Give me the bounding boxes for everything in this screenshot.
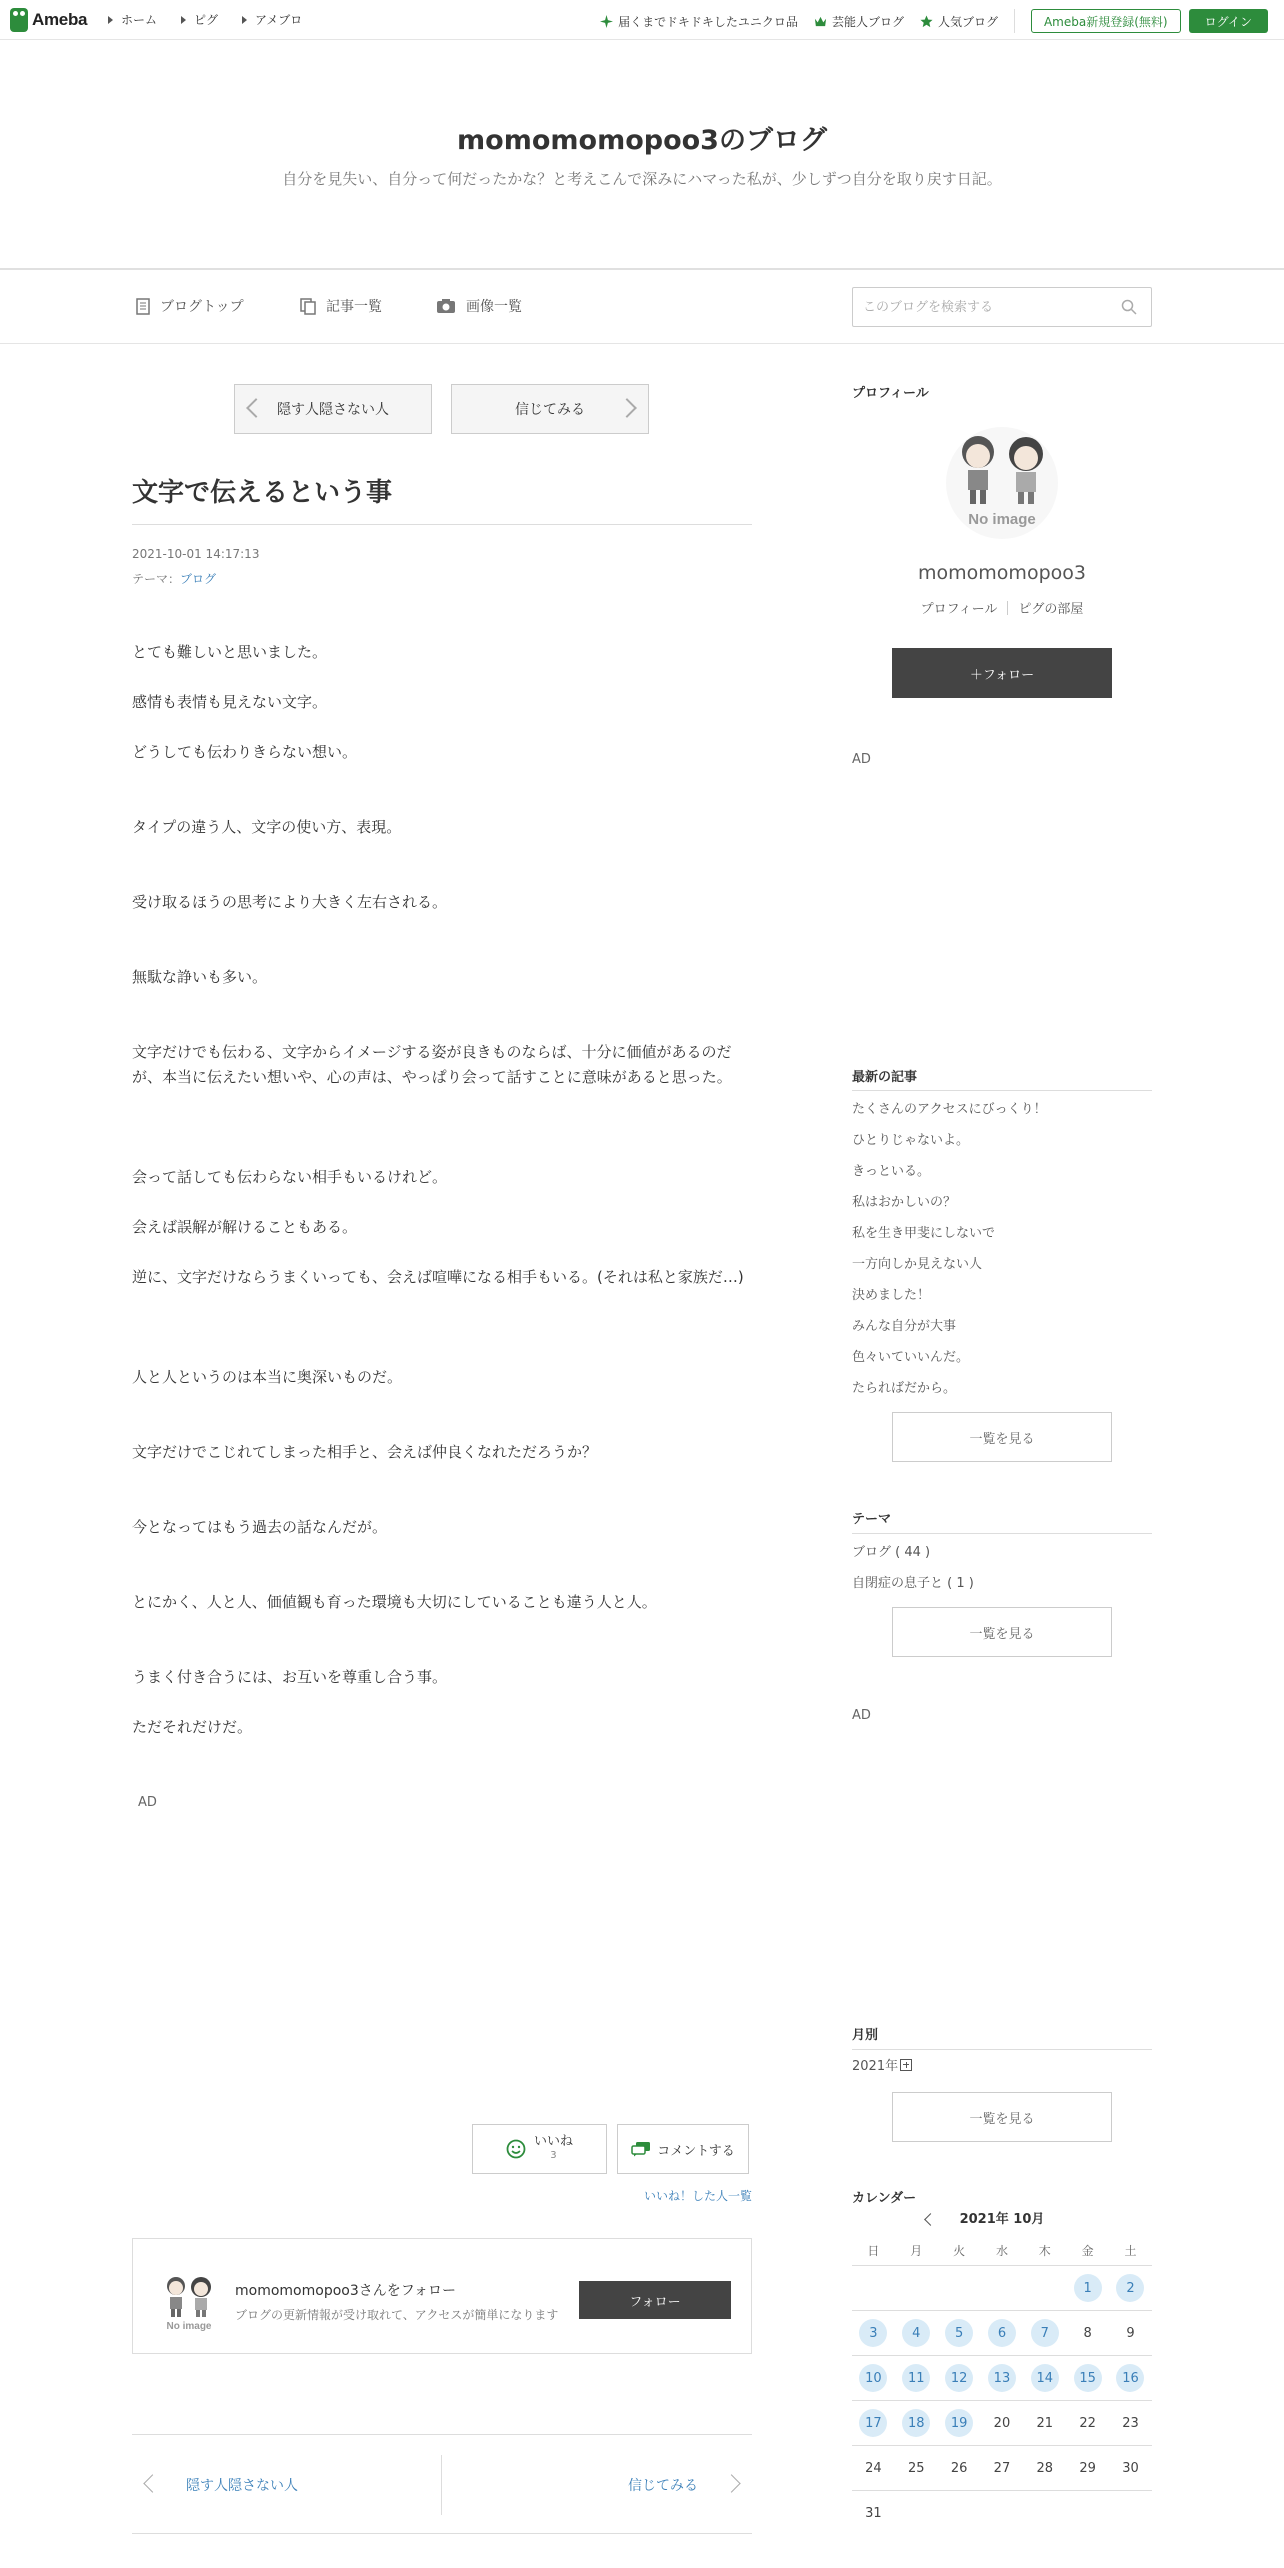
calendar-day bbox=[895, 2454, 938, 2482]
no-image-avatar bbox=[157, 2269, 221, 2333]
profile-avatar[interactable] bbox=[940, 426, 1064, 540]
article-paragraph: うまく付き合うには、お互いを尊重し合う事。 bbox=[132, 1668, 448, 1686]
triangle-right-icon bbox=[181, 16, 186, 24]
calendar-day[interactable] bbox=[895, 2364, 938, 2392]
list-item[interactable]: 自閉症の息子と ( 1 ) bbox=[852, 1576, 974, 1591]
recent-entries-list bbox=[852, 1098, 1152, 1408]
calendar-day-number[interactable]: 1 bbox=[1074, 2274, 1102, 2302]
list-item[interactable]: みんな自分が大事 bbox=[852, 1319, 957, 1334]
search-input[interactable] bbox=[853, 288, 1103, 326]
calendar-day-number[interactable]: 2 bbox=[1116, 2274, 1144, 2302]
camera-icon bbox=[436, 298, 456, 314]
no-image-label: No image bbox=[166, 2321, 212, 2332]
likers-list-link[interactable]: いいね！した人一覧 bbox=[643, 2189, 752, 2203]
article-paragraph: 文字だけでも伝わる、文字からイメージする姿が良きものならば、十分に価値があるのだが、本当に伝えたい想いや、心の声は、やっぱり会って話すことに意味があると思った。 bbox=[132, 1043, 732, 1086]
list-item[interactable]: きっといる。 bbox=[852, 1164, 931, 1179]
calendar-day[interactable] bbox=[1109, 2364, 1152, 2392]
divider bbox=[852, 1090, 1152, 1091]
calendar-day bbox=[981, 2454, 1024, 2482]
divider bbox=[852, 1533, 1152, 1534]
blog-search bbox=[852, 287, 1152, 327]
calendar-day-number bbox=[859, 2274, 887, 2302]
chevron-left-icon bbox=[143, 2474, 161, 2492]
calendar-day bbox=[1023, 2500, 1066, 2528]
calendar-week-row bbox=[852, 2311, 1152, 2356]
no-image-label: No image bbox=[968, 511, 1036, 528]
calendar-week-row bbox=[852, 2446, 1152, 2491]
calendar-day-number bbox=[1116, 2500, 1144, 2528]
monthly-archive-item[interactable]: 2021年 bbox=[852, 2055, 912, 2074]
divider bbox=[852, 2049, 1152, 2050]
profile-links bbox=[852, 598, 1152, 617]
calendar-day[interactable] bbox=[852, 2409, 895, 2437]
themes-more-button[interactable]: 一覧を見る bbox=[892, 1607, 1112, 1657]
chevron-right-icon bbox=[722, 2474, 740, 2492]
comment-label: コメントする bbox=[657, 2143, 735, 2159]
article-paragraph: タイプの違う人、文字の使い方、表現。 bbox=[132, 818, 402, 836]
calendar-day-number bbox=[1074, 2500, 1102, 2528]
divider bbox=[1014, 9, 1015, 33]
global-nav-home[interactable]: ホーム bbox=[108, 11, 157, 28]
entry-list-link[interactable]: 記事一覧 bbox=[300, 296, 382, 316]
calendar-day bbox=[1109, 2454, 1152, 2482]
calendar-day bbox=[938, 2274, 981, 2302]
profile-name[interactable]: momomomopoo3 bbox=[918, 562, 1086, 584]
sparkle-icon bbox=[600, 15, 613, 28]
triangle-right-icon bbox=[108, 16, 113, 24]
calendar-day-number[interactable]: 18 bbox=[902, 2409, 930, 2437]
search-icon[interactable] bbox=[1121, 299, 1137, 315]
article-paragraph: 文字だけでこじれてしまった相手と、会えば仲良くなれただろうか？ bbox=[132, 1443, 598, 1461]
blog-top-link[interactable]: ブログトップ bbox=[136, 296, 244, 316]
calendar-day bbox=[1109, 2409, 1152, 2437]
article-paragraph: 人と人というのは本当に奥深いものだ。 bbox=[132, 1368, 403, 1386]
ad-label: AD bbox=[138, 1795, 157, 1810]
calendar-day-number: 21 bbox=[1036, 2415, 1054, 2431]
calendar-day bbox=[981, 2409, 1024, 2437]
calendar-day-number[interactable]: 5 bbox=[945, 2319, 973, 2347]
calendar-day-number bbox=[988, 2500, 1016, 2528]
list-item[interactable]: たらればだから。 bbox=[852, 1381, 957, 1396]
chevron-left-icon bbox=[246, 398, 266, 418]
calendar-day-number[interactable]: 3 bbox=[859, 2319, 887, 2347]
calendar-day-number bbox=[1031, 2274, 1059, 2302]
celebrity-blog-link[interactable]: 芸能人ブログ bbox=[814, 13, 904, 30]
recent-more-button[interactable]: 一覧を見る bbox=[892, 1412, 1112, 1462]
calendar-day bbox=[1066, 2500, 1109, 2528]
calendar-day bbox=[1066, 2319, 1109, 2347]
calendar-week-row bbox=[852, 2401, 1152, 2446]
article-paragraph: 逆に、文字だけならうまくいっても、会えば喧嘩になる相手もいる。(それは私と家族だ…) bbox=[132, 1268, 744, 1286]
like-count: 3 bbox=[550, 2150, 557, 2161]
trend-link[interactable]: 届くまでドキドキしたユニクロ品 bbox=[600, 13, 798, 30]
calendar-day-number: 22 bbox=[1079, 2415, 1096, 2431]
calendar bbox=[852, 2236, 1152, 2536]
comment-button[interactable] bbox=[617, 2124, 749, 2174]
divider bbox=[1007, 601, 1008, 615]
calendar-day bbox=[1109, 2500, 1152, 2528]
calendar-day[interactable] bbox=[981, 2364, 1024, 2392]
article-paragraph: 受け取るほうの思考により大きく左右される。 bbox=[132, 893, 448, 911]
list-item[interactable]: 色々いていいんだ。 bbox=[852, 1350, 970, 1365]
calendar-month: 2021年 10月 bbox=[959, 2212, 1045, 2227]
calendar-day[interactable] bbox=[938, 2409, 981, 2437]
article-theme: テーマ：ブログ bbox=[132, 572, 217, 586]
list-item[interactable]: 一方向しか見えない人 bbox=[852, 1257, 983, 1272]
list-item[interactable]: たくさんのアクセスにびっくり！ bbox=[852, 1102, 1047, 1117]
ameba-frog-icon bbox=[10, 8, 28, 32]
calendar-day bbox=[852, 2274, 895, 2302]
calendar-day-number bbox=[902, 2500, 930, 2528]
calendar-day-number[interactable]: 13 bbox=[988, 2364, 1016, 2392]
calendar-day-number: 8 bbox=[1083, 2325, 1092, 2341]
calendar-day[interactable] bbox=[852, 2319, 895, 2347]
blog-nav bbox=[0, 272, 1284, 344]
popular-blog-link[interactable]: 人気ブログ bbox=[920, 13, 998, 30]
profile-follow-button[interactable]: ＋フォロー bbox=[892, 648, 1112, 698]
global-nav bbox=[108, 11, 326, 28]
calendar-week-row bbox=[852, 2266, 1152, 2311]
calendar-day-number: 25 bbox=[907, 2460, 925, 2476]
next-entry-button[interactable]: 信じてみる bbox=[451, 384, 649, 434]
calendar-day-number: 30 bbox=[1122, 2460, 1139, 2476]
prev-entry-link[interactable]: 隠す人隠さない人 bbox=[186, 2478, 298, 2494]
triangle-right-icon bbox=[242, 16, 247, 24]
crown-icon bbox=[814, 15, 827, 28]
calendar-day bbox=[1023, 2409, 1066, 2437]
prev-entry-button[interactable]: 隠す人隠さない人 bbox=[234, 384, 432, 434]
divider bbox=[132, 524, 752, 525]
calendar-day-number[interactable]: 12 bbox=[945, 2364, 973, 2392]
like-label: いいね bbox=[533, 2134, 573, 2149]
follow-box-subtitle: ブログの更新情報が受け取れて、アクセスが簡単になります bbox=[235, 2308, 559, 2322]
weekday-label: 土 bbox=[1124, 2244, 1137, 2258]
weekday-label: 金 bbox=[1081, 2244, 1094, 2258]
ad-label: AD bbox=[852, 1708, 871, 1723]
expand-icon[interactable] bbox=[900, 2059, 912, 2071]
calendar-day-number bbox=[945, 2274, 973, 2302]
follow-button[interactable]: フォロー bbox=[579, 2281, 731, 2319]
list-item[interactable]: 決めました！ bbox=[852, 1288, 931, 1303]
calendar-day bbox=[938, 2500, 981, 2528]
calendar-day-number[interactable]: 17 bbox=[859, 2409, 887, 2437]
calendar-day-number: 31 bbox=[865, 2506, 882, 2521]
calendar-day-number: 27 bbox=[993, 2460, 1011, 2476]
calendar-day-number bbox=[945, 2500, 973, 2528]
calendar-day bbox=[895, 2500, 938, 2528]
calendar-day[interactable] bbox=[895, 2409, 938, 2437]
article-paragraph: とにかく、人と人、価値観も育った環境も大切にしていることも違う人と人。 bbox=[132, 1593, 657, 1611]
calendar-day-number[interactable]: 11 bbox=[902, 2364, 930, 2392]
profile-link[interactable]: プロフィール bbox=[920, 602, 998, 617]
calendar-day-number[interactable]: 7 bbox=[1031, 2319, 1059, 2347]
calendar-day[interactable] bbox=[1023, 2364, 1066, 2392]
calendar-day bbox=[852, 2454, 895, 2482]
article-paragraph: どうしても伝わりきらない想い。 bbox=[132, 743, 358, 761]
calendar-day-number bbox=[902, 2274, 930, 2302]
global-header bbox=[0, 0, 1284, 40]
calendar-day bbox=[1066, 2454, 1109, 2482]
calendar-weekday-row bbox=[852, 2236, 1152, 2266]
article-paragraph: 今となってはもう過去の話なんだが。 bbox=[132, 1518, 388, 1536]
article-date: 2021-10-01 14:17:13 bbox=[132, 547, 260, 561]
blog-description: 自分を見失い、自分って何だったかな？と考えこんで深みにハマった私が、少しずつ自分を取り戻す日記。 bbox=[282, 170, 1002, 188]
calendar-day bbox=[895, 2274, 938, 2302]
copy-icon bbox=[300, 298, 316, 315]
calendar-day-number[interactable]: 10 bbox=[859, 2364, 887, 2392]
weekday-label: 水 bbox=[995, 2244, 1008, 2258]
calendar-day bbox=[1109, 2319, 1152, 2347]
blog-header bbox=[0, 40, 1284, 270]
calendar-day-number: 24 bbox=[865, 2460, 882, 2476]
calendar-day-number[interactable]: 6 bbox=[988, 2319, 1016, 2347]
calendar-day[interactable] bbox=[1066, 2274, 1109, 2302]
calendar-week-row bbox=[852, 2356, 1152, 2401]
calendar-day[interactable] bbox=[1109, 2274, 1152, 2302]
divider bbox=[441, 2455, 442, 2515]
list-item[interactable]: 私はおかしいの？ bbox=[852, 1195, 957, 1210]
list-item[interactable]: 私を生き甲斐にしないで bbox=[852, 1226, 996, 1241]
calendar-day-number bbox=[1031, 2500, 1059, 2528]
global-nav-pigg[interactable]: ピグ bbox=[181, 11, 218, 28]
calendar-day-number[interactable]: 4 bbox=[902, 2319, 930, 2347]
calendar-day[interactable] bbox=[1023, 2319, 1066, 2347]
article-title: 文字で伝えるという事 bbox=[132, 478, 393, 508]
themes-heading: テーマ bbox=[852, 1512, 892, 1527]
weekday-label: 木 bbox=[1038, 2244, 1051, 2258]
weekday-label: 日 bbox=[867, 2244, 880, 2258]
calendar-day-number[interactable]: 14 bbox=[1031, 2364, 1059, 2392]
article-paragraph: ただそれだけだ。 bbox=[132, 1718, 253, 1736]
themes-list bbox=[852, 1541, 1152, 1603]
comment-icon bbox=[631, 2141, 651, 2157]
article-paragraph: 感情も表情も見えない文字。 bbox=[132, 693, 328, 711]
calendar-day[interactable] bbox=[938, 2364, 981, 2392]
next-entry-link[interactable]: 信じてみる bbox=[628, 2478, 698, 2494]
article-paragraph: 無駄な諍いも多い。 bbox=[132, 968, 268, 986]
calendar-day-number[interactable]: 15 bbox=[1074, 2364, 1102, 2392]
list-item[interactable]: ひとりじゃないよ。 bbox=[852, 1133, 970, 1148]
profile-heading: プロフィール bbox=[852, 386, 929, 401]
calendar-day bbox=[1023, 2274, 1066, 2302]
theme-link[interactable]: ブログ bbox=[180, 572, 217, 586]
calendar-day-number: 26 bbox=[950, 2460, 968, 2476]
list-item[interactable]: ブログ ( 44 ) bbox=[852, 1545, 931, 1560]
calendar-week-row bbox=[852, 2491, 1152, 2536]
ad-label: AD bbox=[852, 752, 871, 767]
pig-room-link[interactable]: ピグの部屋 bbox=[1018, 602, 1084, 617]
follow-box-title: momomomopoo3さんをフォロー bbox=[235, 2283, 457, 2299]
register-button[interactable]: Ameba新規登録(無料) bbox=[1031, 9, 1181, 33]
logo-text: Ameba bbox=[32, 10, 88, 29]
calendar-heading: カレンダー bbox=[852, 2191, 917, 2206]
follow-box bbox=[132, 2238, 752, 2354]
calendar-day-number: 23 bbox=[1122, 2415, 1139, 2431]
calendar-day-number[interactable]: 19 bbox=[945, 2409, 973, 2437]
blog-title[interactable]: momomomopoo3のブログ bbox=[457, 125, 827, 156]
weekday-label: 月 bbox=[910, 2244, 923, 2258]
calendar-day bbox=[1023, 2454, 1066, 2482]
login-button[interactable]: ログイン bbox=[1189, 9, 1268, 33]
weekday-label: 火 bbox=[953, 2244, 966, 2258]
document-icon bbox=[136, 298, 150, 315]
calendar-day-number: 9 bbox=[1126, 2325, 1135, 2341]
star-icon bbox=[920, 15, 933, 28]
smile-icon bbox=[506, 2139, 526, 2159]
calendar-day-number: 28 bbox=[1036, 2460, 1054, 2476]
calendar-day[interactable] bbox=[895, 2319, 938, 2347]
entry-pager bbox=[132, 2434, 752, 2534]
global-right-links bbox=[600, 9, 1268, 33]
calendar-day bbox=[1066, 2409, 1109, 2437]
calendar-day-number bbox=[988, 2274, 1016, 2302]
monthly-heading: 月別 bbox=[852, 2028, 879, 2043]
image-list-link[interactable]: 画像一覧 bbox=[436, 296, 522, 316]
calendar-day bbox=[981, 2500, 1024, 2528]
calendar-day[interactable] bbox=[938, 2319, 981, 2347]
calendar-day-number: 29 bbox=[1079, 2460, 1096, 2476]
chevron-right-icon bbox=[617, 398, 637, 418]
calendar-day bbox=[981, 2274, 1024, 2302]
global-nav-ameblo[interactable]: アメブロ bbox=[242, 11, 302, 28]
like-button[interactable] bbox=[472, 2124, 607, 2174]
calendar-day bbox=[852, 2500, 895, 2528]
recent-heading: 最新の記事 bbox=[852, 1070, 918, 1085]
article-paragraph: 会えば誤解が解けることもある。 bbox=[132, 1218, 358, 1236]
calendar-day[interactable] bbox=[852, 2364, 895, 2392]
calendar-day[interactable] bbox=[1066, 2364, 1109, 2392]
ameba-logo[interactable] bbox=[10, 7, 87, 33]
article-paragraph: 会って話しても伝わらない相手もいるけれど。 bbox=[132, 1168, 448, 1186]
calendar-day[interactable] bbox=[981, 2319, 1024, 2347]
calendar-day-number[interactable]: 16 bbox=[1116, 2364, 1144, 2392]
article-paragraph: とても難しいと思いました。 bbox=[132, 643, 328, 661]
calendar-day bbox=[938, 2454, 981, 2482]
monthly-more-button[interactable]: 一覧を見る bbox=[892, 2092, 1112, 2142]
calendar-day-number: 20 bbox=[993, 2415, 1011, 2431]
